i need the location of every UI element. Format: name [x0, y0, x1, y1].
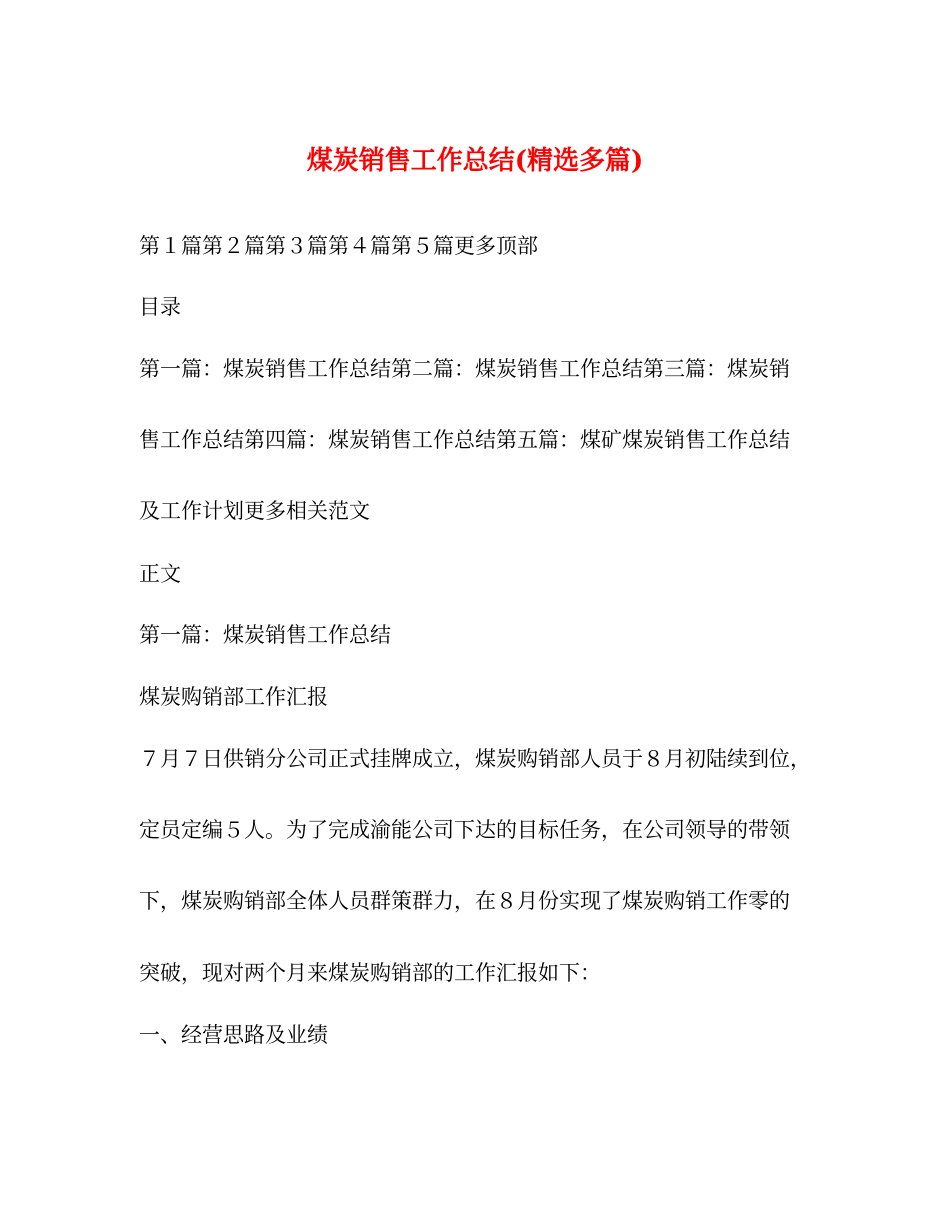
section-nav-line: 第１篇第２篇第３篇第４篇第５篇更多顶部: [139, 234, 538, 258]
article-title: 第一篇：煤炭销售工作总结: [139, 623, 391, 647]
toc-line: 第一篇：煤炭销售工作总结第二篇：煤炭销售工作总结第三篇：煤炭销: [139, 357, 790, 381]
toc-line: 售工作总结第四篇：煤炭销售工作总结第五篇：煤矿煤炭销售工作总结: [139, 428, 790, 452]
toc-line: 及工作计划更多相关范文: [139, 499, 370, 523]
paragraph-line: ７月７日供销分公司正式挂牌成立，煤炭购销部人员于８月初陆续到位，: [139, 747, 811, 771]
document-title: 煤炭销售工作总结(精选多篇): [306, 146, 644, 176]
report-title: 煤炭购销部工作汇报: [139, 685, 328, 709]
body-heading: 正文: [139, 562, 181, 586]
toc-heading: 目录: [139, 295, 181, 319]
paragraph-line: 突破，现对两个月来煤炭购销部的工作汇报如下：: [139, 961, 601, 985]
section-heading: 一、经营思路及业绩: [139, 1023, 328, 1047]
paragraph-line: 下，煤炭购销部全体人员群策群力，在８月份实现了煤炭购销工作零的: [139, 889, 790, 913]
paragraph-line: 定员定编５人。为了完成渝能公司下达的目标任务，在公司领导的带领: [139, 818, 790, 842]
